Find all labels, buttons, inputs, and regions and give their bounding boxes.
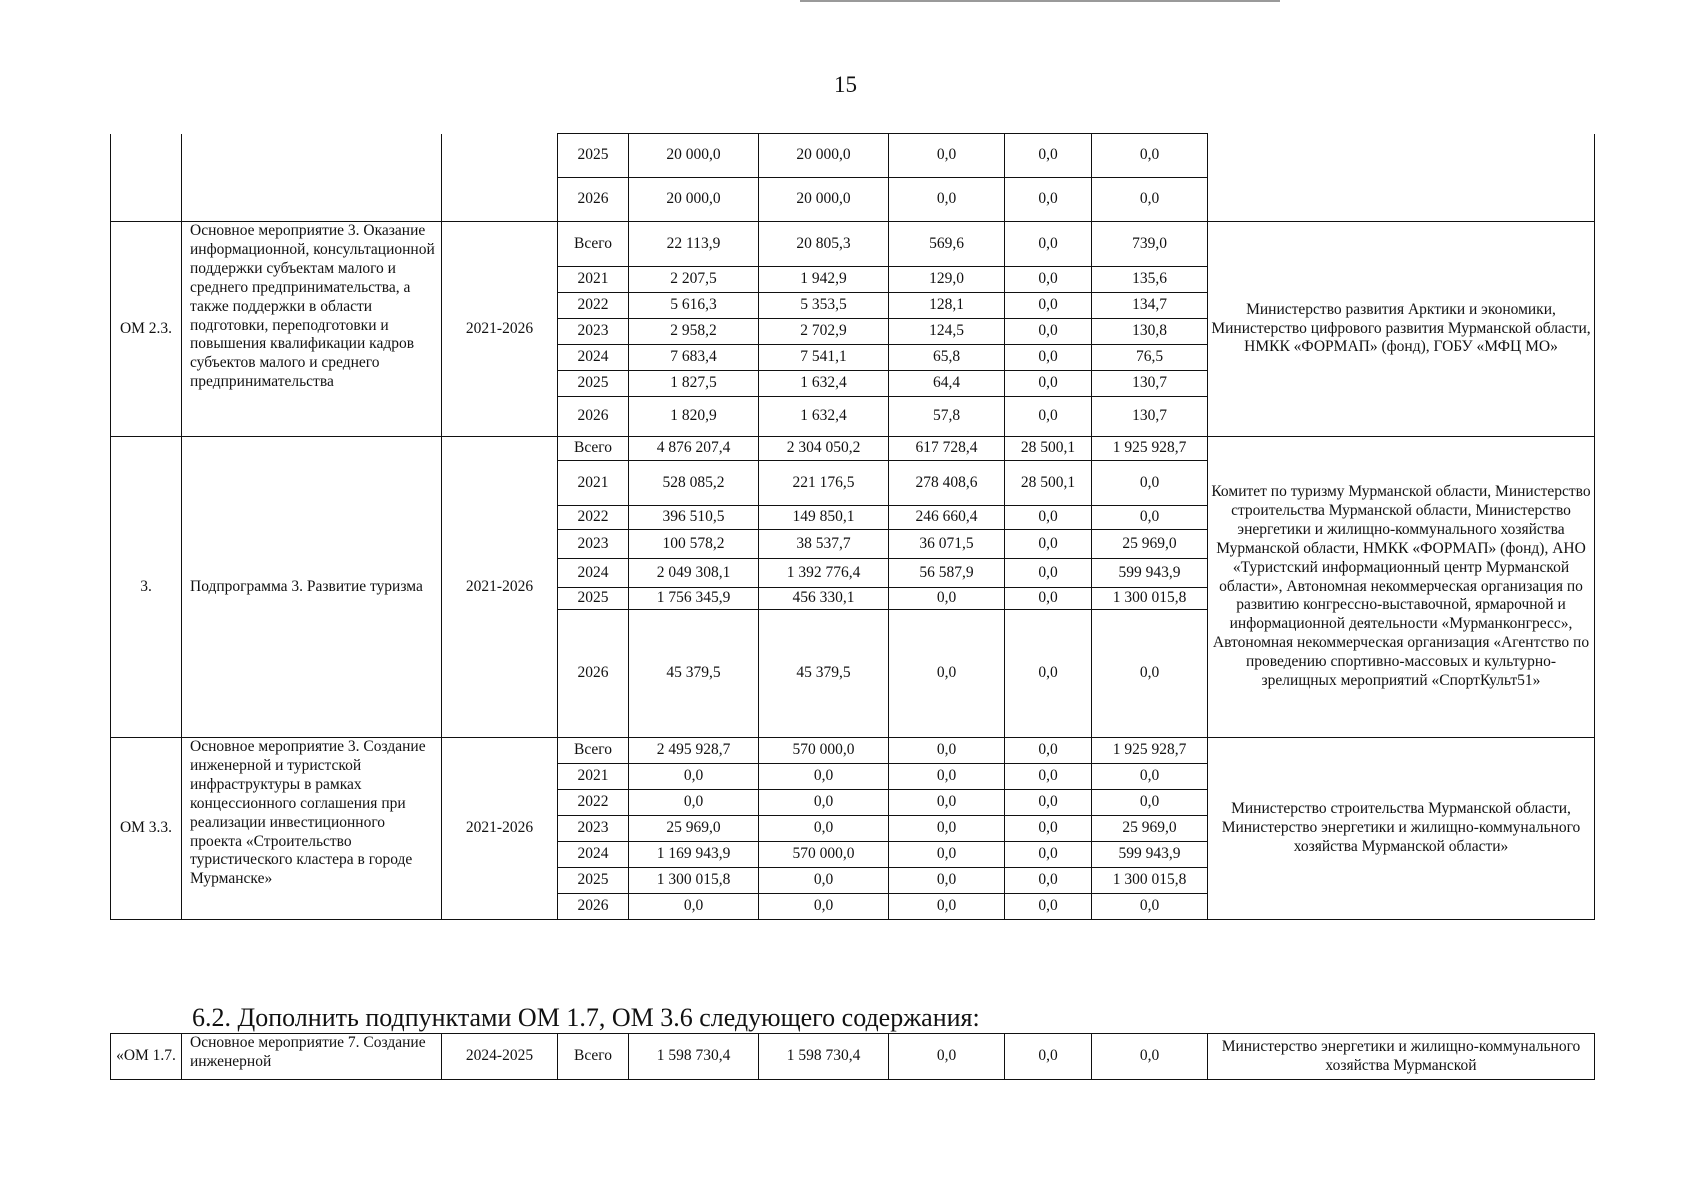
federal-budget-cell: 0,0 [889, 790, 1005, 816]
year-cell: 2024 [558, 345, 629, 371]
local-budget-cell: 0,0 [1005, 738, 1092, 764]
name-cell: Основное мероприятие 3. Создание инженерной и туристской инфраструктуры в рамках концессионного соглашения при реализации инвестиционного проекта «Строительство туристического кластера в городе Мурманске» [182, 738, 442, 920]
total-cell: 1 820,9 [629, 397, 759, 437]
table-row [111, 222, 1595, 267]
other-sources-cell: 1 925 928,7 [1092, 738, 1208, 764]
total-cell: 0,0 [629, 894, 759, 920]
regional-budget-cell: 20 000,0 [759, 178, 889, 222]
local-budget-cell: 0,0 [1005, 790, 1092, 816]
local-budget-cell: 0,0 [1005, 530, 1092, 559]
total-cell: 7 683,4 [629, 345, 759, 371]
table-row [111, 437, 1595, 461]
other-sources-cell: 599 943,9 [1092, 559, 1208, 588]
local-budget-cell: 0,0 [1005, 588, 1092, 610]
period-cell [442, 134, 558, 222]
total-cell: 1 756 345,9 [629, 588, 759, 610]
total-cell: 1 300 015,8 [629, 868, 759, 894]
other-sources-cell: 130,7 [1092, 397, 1208, 437]
other-sources-cell: 76,5 [1092, 345, 1208, 371]
regional-budget-cell: 1 942,9 [759, 267, 889, 293]
local-budget-cell: 0,0 [1005, 319, 1092, 345]
other-sources-cell: 0,0 [1092, 134, 1208, 178]
regional-budget-cell: 45 379,5 [759, 610, 889, 738]
total-cell: 5 616,3 [629, 293, 759, 319]
regional-budget-cell: 20 805,3 [759, 222, 889, 267]
local-budget-cell: 0,0 [1005, 894, 1092, 920]
federal-budget-cell: 0,0 [889, 134, 1005, 178]
total-cell: 20 000,0 [629, 178, 759, 222]
period-cell: 2021-2026 [442, 222, 558, 437]
other-sources-cell: 0,0 [1092, 894, 1208, 920]
total-cell: 1 169 943,9 [629, 842, 759, 868]
regional-budget-cell: 20 000,0 [759, 134, 889, 178]
year-cell: 2026 [558, 397, 629, 437]
other-sources-cell: 134,7 [1092, 293, 1208, 319]
regional-budget-cell: 0,0 [759, 868, 889, 894]
other-sources-cell: 739,0 [1092, 222, 1208, 267]
total-cell: 1 598 730,4 [629, 1034, 759, 1080]
regional-budget-cell: 2 304 050,2 [759, 437, 889, 461]
regional-budget-cell: 1 632,4 [759, 371, 889, 397]
name-cell: Основное мероприятие 7. Создание инженерной [182, 1034, 442, 1080]
budget-table [110, 133, 1595, 920]
federal-budget-cell: 569,6 [889, 222, 1005, 267]
other-sources-cell: 599 943,9 [1092, 842, 1208, 868]
year-cell: 2025 [558, 134, 629, 178]
year-cell: 2022 [558, 293, 629, 319]
name-cell: Подпрограмма 3. Развитие туризма [182, 437, 442, 738]
federal-budget-cell: 0,0 [889, 588, 1005, 610]
total-cell: 100 578,2 [629, 530, 759, 559]
period-cell: 2021-2026 [442, 437, 558, 738]
other-sources-cell: 25 969,0 [1092, 816, 1208, 842]
code-cell: 3. [111, 437, 182, 738]
federal-budget-cell: 0,0 [889, 1034, 1005, 1080]
regional-budget-cell: 0,0 [759, 790, 889, 816]
other-sources-cell: 0,0 [1092, 610, 1208, 738]
year-cell: 2026 [558, 178, 629, 222]
federal-budget-cell: 0,0 [889, 842, 1005, 868]
total-cell: 2 958,2 [629, 319, 759, 345]
federal-budget-cell: 64,4 [889, 371, 1005, 397]
federal-budget-cell: 0,0 [889, 738, 1005, 764]
code-cell: «ОМ 1.7. [111, 1034, 182, 1080]
federal-budget-cell: 0,0 [889, 610, 1005, 738]
other-sources-cell: 0,0 [1092, 461, 1208, 506]
other-sources-cell: 1 300 015,8 [1092, 868, 1208, 894]
federal-budget-cell: 128,1 [889, 293, 1005, 319]
year-cell: 2021 [558, 461, 629, 506]
table-row [111, 134, 1595, 178]
period-cell: 2024-2025 [442, 1034, 558, 1080]
total-cell: 0,0 [629, 790, 759, 816]
local-budget-cell: 0,0 [1005, 267, 1092, 293]
table-row [111, 738, 1595, 764]
total-cell: 1 827,5 [629, 371, 759, 397]
federal-budget-cell: 0,0 [889, 868, 1005, 894]
federal-budget-cell: 129,0 [889, 267, 1005, 293]
regional-budget-cell: 1 598 730,4 [759, 1034, 889, 1080]
regional-budget-cell: 456 330,1 [759, 588, 889, 610]
local-budget-cell: 0,0 [1005, 345, 1092, 371]
total-cell: 528 085,2 [629, 461, 759, 506]
name-cell [182, 134, 442, 222]
total-cell: 2 495 928,7 [629, 738, 759, 764]
other-sources-cell: 0,0 [1092, 790, 1208, 816]
federal-budget-cell: 278 408,6 [889, 461, 1005, 506]
responsible-cell: Министерство развития Арктики и экономики, Министерство цифрового развития Мурманской области, НМКК «ФОРМАП» (фонд), ГОБУ «МФЦ МО» [1208, 222, 1595, 437]
year-cell: Всего [558, 1034, 629, 1080]
year-cell: Всего [558, 738, 629, 764]
responsible-cell: Министерство строительства Мурманской области, Министерство энергетики и жилищно-коммунального хозяйства Мурманской области» [1208, 738, 1595, 920]
year-cell: 2024 [558, 559, 629, 588]
total-cell: 20 000,0 [629, 134, 759, 178]
responsible-cell: Комитет по туризму Мурманской области, Министерство строительства Мурманской области, Министерство энергетики и жилищно-коммунального хозяйства Мурманской области, НМКК «ФОРМАП» (фонд), АНО «Туристский информационный центр Мурманской области», Автономная некоммерческая организация по развитию конгрессно-выставочной, ярмарочной и информационной деятельности «Мурманконгресс», Автономная некоммерческая организация «Агентство по проведению спортивно-массовых и культурно-зрелищных мероприятий «СпортКульт51» [1208, 437, 1595, 738]
total-cell: 0,0 [629, 764, 759, 790]
local-budget-cell: 0,0 [1005, 293, 1092, 319]
federal-budget-cell: 36 071,5 [889, 530, 1005, 559]
year-cell: 2022 [558, 506, 629, 530]
regional-budget-cell: 570 000,0 [759, 738, 889, 764]
federal-budget-cell: 124,5 [889, 319, 1005, 345]
year-cell: 2021 [558, 764, 629, 790]
regional-budget-cell: 2 702,9 [759, 319, 889, 345]
scan-edge-line [800, 0, 1280, 2]
regional-budget-cell: 0,0 [759, 764, 889, 790]
code-cell: ОМ 2.3. [111, 222, 182, 437]
local-budget-cell: 0,0 [1005, 868, 1092, 894]
other-sources-cell: 130,7 [1092, 371, 1208, 397]
year-cell: 2023 [558, 816, 629, 842]
regional-budget-cell: 0,0 [759, 816, 889, 842]
local-budget-cell: 0,0 [1005, 506, 1092, 530]
addition-table [110, 1033, 1595, 1080]
other-sources-cell: 0,0 [1092, 178, 1208, 222]
local-budget-cell: 0,0 [1005, 134, 1092, 178]
total-cell: 396 510,5 [629, 506, 759, 530]
federal-budget-cell: 57,8 [889, 397, 1005, 437]
section-heading: 6.2. Дополнить подпунктами ОМ 1.7, ОМ 3.6 следующего содержания: [192, 1003, 980, 1032]
other-sources-cell: 130,8 [1092, 319, 1208, 345]
federal-budget-cell: 65,8 [889, 345, 1005, 371]
year-cell: 2025 [558, 868, 629, 894]
year-cell: 2026 [558, 610, 629, 738]
page-number: 15 [834, 72, 857, 97]
local-budget-cell: 0,0 [1005, 559, 1092, 588]
other-sources-cell: 0,0 [1092, 506, 1208, 530]
responsible-cell: Министерство энергетики и жилищно-коммунального хозяйства Мурманской [1208, 1034, 1595, 1080]
federal-budget-cell: 56 587,9 [889, 559, 1005, 588]
table-row [111, 1034, 1595, 1080]
code-cell [111, 134, 182, 222]
other-sources-cell: 1 300 015,8 [1092, 588, 1208, 610]
year-cell: 2024 [558, 842, 629, 868]
local-budget-cell: 0,0 [1005, 397, 1092, 437]
regional-budget-cell: 38 537,7 [759, 530, 889, 559]
other-sources-cell: 1 925 928,7 [1092, 437, 1208, 461]
year-cell: 2026 [558, 894, 629, 920]
local-budget-cell: 0,0 [1005, 816, 1092, 842]
regional-budget-cell: 149 850,1 [759, 506, 889, 530]
regional-budget-cell: 1 392 776,4 [759, 559, 889, 588]
local-budget-cell: 28 500,1 [1005, 437, 1092, 461]
local-budget-cell: 0,0 [1005, 1034, 1092, 1080]
total-cell: 25 969,0 [629, 816, 759, 842]
regional-budget-cell: 1 632,4 [759, 397, 889, 437]
total-cell: 2 207,5 [629, 267, 759, 293]
year-cell: Всего [558, 437, 629, 461]
year-cell: Всего [558, 222, 629, 267]
local-budget-cell: 0,0 [1005, 178, 1092, 222]
local-budget-cell: 0,0 [1005, 764, 1092, 790]
federal-budget-cell: 0,0 [889, 178, 1005, 222]
year-cell: 2023 [558, 319, 629, 345]
year-cell: 2021 [558, 267, 629, 293]
total-cell: 45 379,5 [629, 610, 759, 738]
total-cell: 22 113,9 [629, 222, 759, 267]
local-budget-cell: 0,0 [1005, 222, 1092, 267]
local-budget-cell: 0,0 [1005, 610, 1092, 738]
other-sources-cell: 135,6 [1092, 267, 1208, 293]
regional-budget-cell: 221 176,5 [759, 461, 889, 506]
regional-budget-cell: 570 000,0 [759, 842, 889, 868]
regional-budget-cell: 5 353,5 [759, 293, 889, 319]
other-sources-cell: 0,0 [1092, 1034, 1208, 1080]
federal-budget-cell: 0,0 [889, 764, 1005, 790]
local-budget-cell: 28 500,1 [1005, 461, 1092, 506]
year-cell: 2022 [558, 790, 629, 816]
regional-budget-cell: 0,0 [759, 894, 889, 920]
local-budget-cell: 0,0 [1005, 371, 1092, 397]
federal-budget-cell: 0,0 [889, 816, 1005, 842]
code-cell: ОМ 3.3. [111, 738, 182, 920]
total-cell: 4 876 207,4 [629, 437, 759, 461]
federal-budget-cell: 0,0 [889, 894, 1005, 920]
period-cell: 2021-2026 [442, 738, 558, 920]
year-cell: 2025 [558, 371, 629, 397]
other-sources-cell: 25 969,0 [1092, 530, 1208, 559]
name-cell: Основное мероприятие 3. Оказание информационной, консультационной поддержки субъектам малого и среднего предпринимательства, а также поддержки в области подготовки, переподготовки и повышения квалификации кадров субъектов малого и среднего предпринимательства [182, 222, 442, 437]
federal-budget-cell: 246 660,4 [889, 506, 1005, 530]
other-sources-cell: 0,0 [1092, 764, 1208, 790]
federal-budget-cell: 617 728,4 [889, 437, 1005, 461]
local-budget-cell: 0,0 [1005, 842, 1092, 868]
total-cell: 2 049 308,1 [629, 559, 759, 588]
responsible-cell [1208, 134, 1595, 222]
regional-budget-cell: 7 541,1 [759, 345, 889, 371]
year-cell: 2023 [558, 530, 629, 559]
year-cell: 2025 [558, 588, 629, 610]
